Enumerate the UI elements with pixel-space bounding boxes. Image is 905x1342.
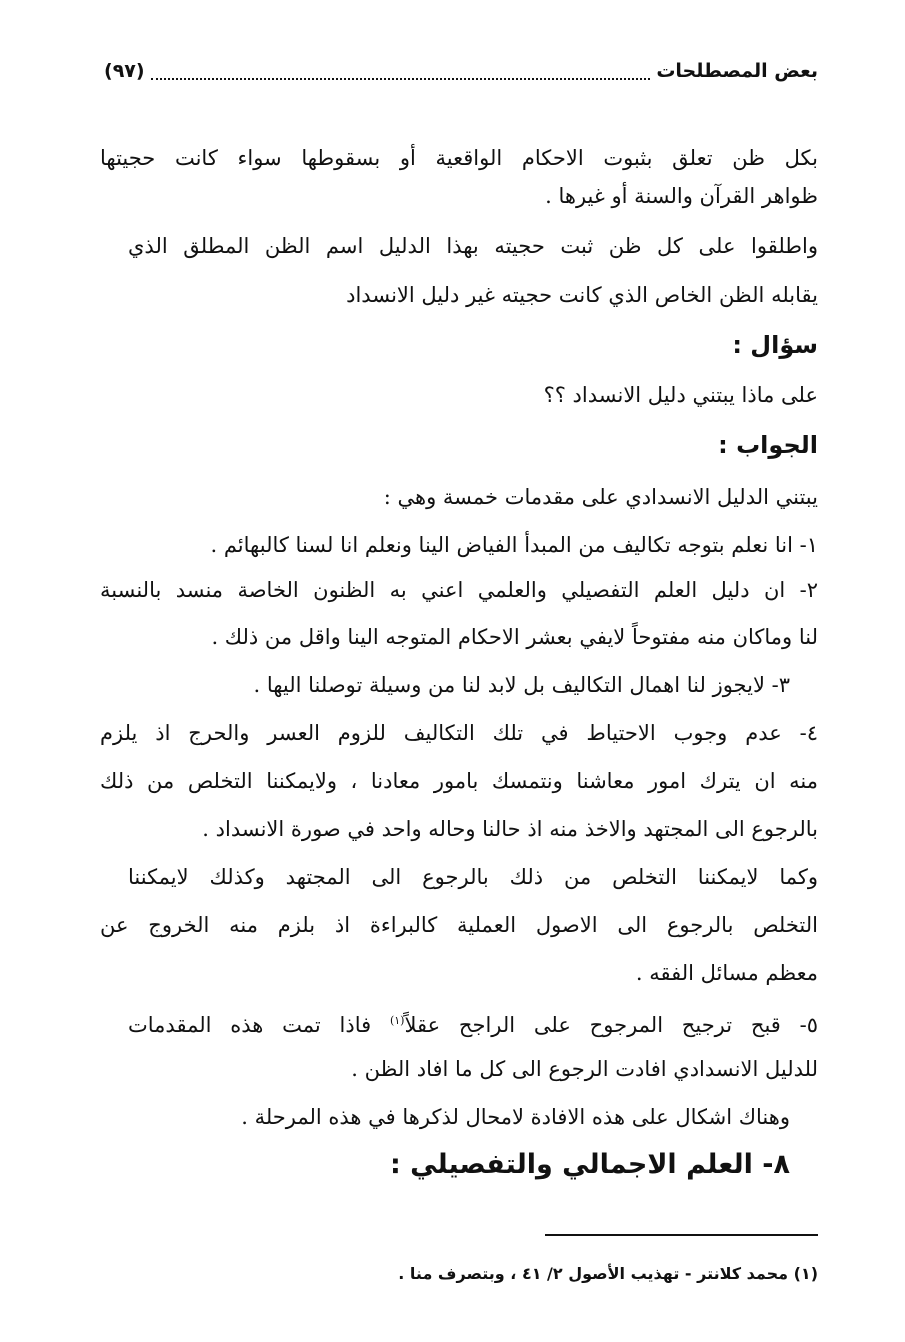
body-line: بكل ظن تعلق بثبوت الاحكام الواقعية أو بسقوطها سواء كانت حجيتها bbox=[100, 146, 818, 170]
body-line: واطلقوا على كل ظن ثبت حجيته بهذا الدليل اسم الظن المطلق الذي bbox=[128, 234, 818, 258]
running-header bbox=[104, 54, 818, 88]
body-line: وهناك اشكال على هذه الافادة لامحال لذكرها في هذه المرحلة . bbox=[241, 1105, 790, 1129]
header-dot-leader bbox=[151, 62, 651, 80]
body-line: التخلص بالرجوع الى الاصول العملية كالبراءة اذ بلزم منه الخروج عن bbox=[100, 913, 818, 937]
footnote-divider bbox=[545, 1234, 818, 1236]
page-number: (٩٧) bbox=[104, 60, 145, 82]
body-line: يقابله الظن الخاص الذي كانت حجيته غير دليل الانسداد bbox=[346, 283, 818, 307]
body-line: لنا وماكان منه مفتوحاً لايفي بعشر الاحكام المتوجه الينا واقل من ذلك . bbox=[211, 625, 818, 649]
header-title: بعض المصطلحات bbox=[656, 60, 818, 82]
premise-2: ٢- ان دليل العلم التفصيلي والعلمي اعني به الظنون الخاصة منسد بالنسبة bbox=[100, 578, 818, 602]
body-line: بالرجوع الى المجتهد والاخذ منه اذ حالنا وحاله واحد في صورة الانسداد . bbox=[202, 817, 818, 841]
body-line: معظم مسائل الفقه . bbox=[635, 961, 818, 985]
premise-4: ٤- عدم وجوب الاحتياط في تلك التكاليف للزوم العسر والحرج اذ يلزم bbox=[100, 721, 818, 745]
body-line: للدليل الانسدادي افادت الرجوع الى كل ما افاد الظن . bbox=[351, 1057, 818, 1081]
body-line: على ماذا يبتني دليل الانسداد ؟؟ bbox=[543, 383, 818, 407]
answer-heading: الجواب : bbox=[718, 431, 818, 459]
premise-5-text: ٥- قبح ترجيح المرجوح على الراجح عقلاً bbox=[404, 1013, 819, 1037]
footnote-ref[interactable]: (١) bbox=[389, 1014, 405, 1027]
question-heading: سؤال : bbox=[732, 331, 818, 359]
footnote: (١) محمد كلانتر - تهذيب الأصول ٢/ ٤١ ، وبتصرف منا . bbox=[398, 1264, 818, 1283]
body-line: يبتني الدليل الانسدادي على مقدمات خمسة وهي : bbox=[383, 485, 818, 509]
premise-5 bbox=[128, 1004, 818, 1042]
body-line: ظواهر القرآن والسنة أو غيرها . bbox=[545, 184, 818, 208]
premise-3: ٣- لايجوز لنا اهمال التكاليف بل لابد لنا من وسيلة توصلنا اليها . bbox=[253, 673, 790, 697]
premise-5-continued: فاذا تمت هذه المقدمات bbox=[128, 1013, 372, 1037]
body-line: منه ان يترك امور معاشنا ونتمسك بامور معادنا ، ولايمكننا التخلص من ذلك bbox=[100, 769, 818, 793]
body-line: وكما لايمكننا التخلص من ذلك بالرجوع الى المجتهد وكذلك لايمكننا bbox=[128, 865, 818, 889]
premise-1: ١- انا نعلم بتوجه تكاليف من المبدأ الفياض الينا ونعلم انا لسنا كالبهائم . bbox=[210, 533, 818, 557]
section-heading: ٨- العلم الاجمالي والتفصيلي : bbox=[389, 1149, 790, 1180]
